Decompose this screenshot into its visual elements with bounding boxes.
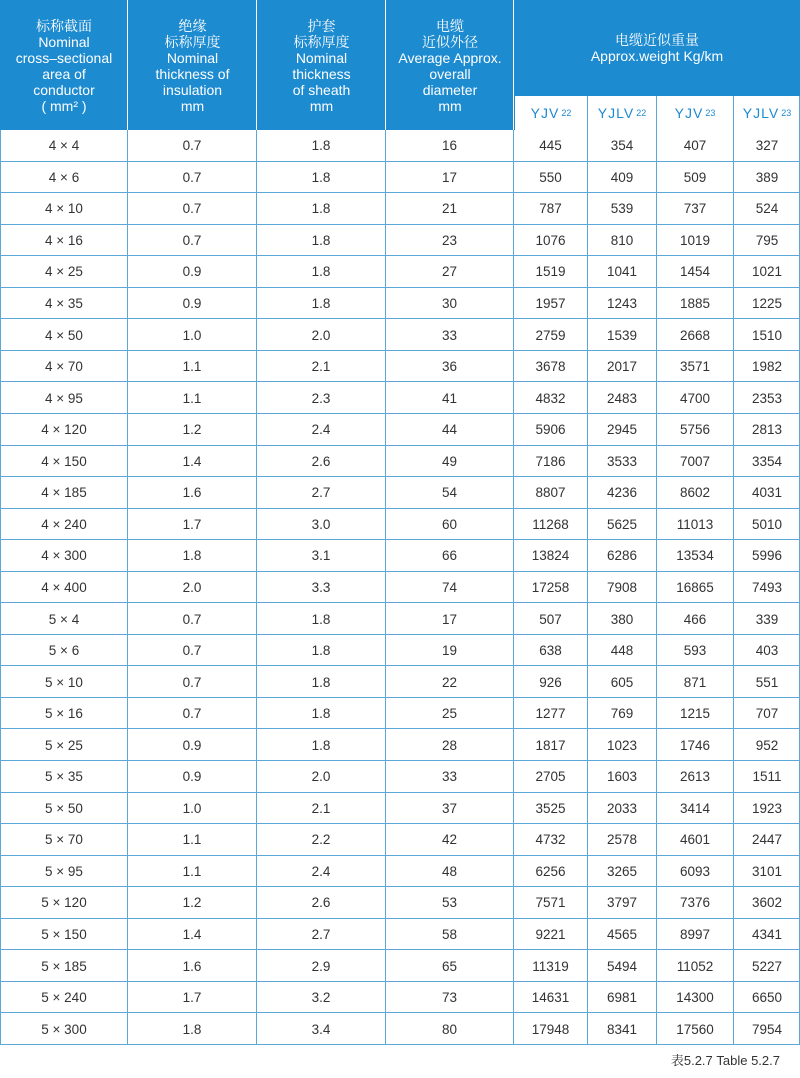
cell-yjlv23: 3602: [751, 895, 783, 911]
table-row: [0, 887, 800, 919]
cell-diameter: 22: [441, 674, 458, 690]
header-line: Nominal: [295, 50, 348, 66]
cell-insulation: 1.4: [182, 927, 202, 943]
header-line: overall: [429, 66, 471, 82]
header-sheath-thickness: [257, 6, 386, 126]
cell-sheath: 1.8: [311, 169, 331, 185]
cell-yjlv22: 1539: [606, 327, 638, 343]
table-row: [0, 446, 800, 478]
cell-yjv22: 13824: [531, 548, 570, 564]
cell-yjlv23: 5010: [751, 516, 783, 532]
cell-area: 4 × 70: [45, 359, 83, 375]
cell-yjlv22: 448: [610, 643, 634, 659]
table-caption: 表5.2.7 Table 5.2.7: [670, 1053, 780, 1068]
table-row: [0, 729, 800, 761]
cell-yjlv23: 2813: [751, 422, 783, 438]
subheader-yjv23: YJV 23: [657, 96, 733, 130]
cell-yjv23: 1746: [679, 737, 711, 753]
cell-yjv22: 550: [539, 169, 562, 185]
cell-yjv23: 8602: [679, 485, 711, 501]
cell-yjv22: 3678: [535, 359, 566, 375]
cell-yjv22: 5906: [535, 422, 566, 438]
cell-yjv23: 4700: [679, 390, 711, 406]
cell-yjv22: 4832: [535, 390, 566, 406]
cell-yjlv23: 524: [755, 201, 779, 217]
cell-yjv23: 14300: [676, 990, 714, 1006]
header-line: cross–sectional: [15, 50, 113, 66]
cell-yjlv22: 409: [610, 169, 634, 185]
table-row: [0, 477, 800, 509]
cell-sheath: 3.3: [311, 579, 331, 595]
cell-yjv22: 8807: [535, 485, 566, 501]
cell-sheath: 2.3: [311, 390, 331, 406]
cell-yjlv23: 3354: [751, 453, 783, 469]
cell-yjv23: 2668: [679, 327, 711, 343]
cell-yjv22: 1957: [535, 296, 566, 312]
cell-area: 5 × 35: [45, 769, 83, 785]
cell-yjv23: 11052: [676, 958, 714, 974]
cell-yjlv22: 1023: [606, 737, 638, 753]
cell-area: 5 × 95: [45, 863, 83, 879]
cell-yjlv23: 1510: [751, 327, 783, 343]
cell-diameter: 80: [441, 1021, 458, 1037]
cell-area: 4 × 300: [41, 548, 87, 564]
cell-diameter: 28: [441, 737, 458, 753]
cell-insulation: 0.9: [182, 769, 202, 785]
cell-yjlv22: 4236: [606, 485, 638, 501]
cell-insulation: 1.2: [182, 895, 202, 911]
cell-area: 4 × 400: [41, 579, 87, 595]
table-row: [0, 793, 800, 825]
table-row: [0, 761, 800, 793]
cell-diameter: 65: [441, 958, 458, 974]
cell-area: 4 × 35: [45, 296, 83, 312]
cell-yjlv22: 2033: [606, 800, 638, 816]
cell-sheath: 1.8: [311, 296, 331, 312]
cell-yjv23: 7007: [679, 453, 711, 469]
cell-diameter: 66: [441, 548, 458, 564]
cell-yjv23: 593: [683, 643, 707, 659]
cell-sheath: 1.8: [311, 737, 331, 753]
cell-area: 4 × 120: [41, 422, 87, 438]
cell-insulation: 1.8: [182, 548, 202, 564]
cell-insulation: 0.9: [182, 737, 202, 753]
cell-diameter: 41: [441, 390, 458, 406]
table-row: [0, 540, 800, 572]
cell-yjv22: 445: [539, 138, 562, 154]
header-insulation-thickness: [128, 6, 257, 126]
header-line: 标称截面: [36, 18, 92, 34]
cell-insulation: 0.7: [182, 643, 202, 659]
cell-yjv22: 1519: [535, 264, 566, 280]
cell-area: 5 × 240: [41, 990, 87, 1006]
cell-diameter: 30: [441, 296, 458, 312]
cell-yjlv23: 327: [755, 138, 779, 154]
cell-sheath: 2.1: [311, 359, 331, 375]
cell-sheath: 2.7: [311, 927, 331, 943]
cell-yjv22: 787: [539, 201, 562, 217]
cell-yjv22: 9221: [535, 927, 566, 943]
cell-yjv23: 2613: [679, 769, 711, 785]
cell-yjv23: 8997: [679, 927, 711, 943]
cell-diameter: 58: [441, 927, 458, 943]
cell-insulation: 1.7: [182, 516, 202, 532]
cell-yjv22: 1277: [535, 706, 566, 722]
cell-diameter: 33: [441, 327, 458, 343]
cell-sheath: 2.7: [311, 485, 331, 501]
cell-yjv22: 17258: [531, 579, 570, 595]
cell-insulation: 0.7: [182, 201, 202, 217]
cell-sheath: 2.0: [311, 769, 331, 785]
cell-yjv22: 11319: [532, 958, 569, 974]
header-line: Nominal: [166, 50, 219, 66]
cell-insulation: 1.0: [182, 800, 202, 816]
cell-insulation: 1.1: [182, 863, 202, 879]
table-row: [0, 509, 800, 541]
cell-sheath: 1.8: [311, 674, 331, 690]
cell-area: 5 × 10: [45, 674, 83, 690]
cell-yjv23: 466: [683, 611, 707, 627]
cell-yjv22: 926: [539, 674, 562, 690]
subheader-yjlv23: YJLV 23: [734, 96, 800, 130]
header-line: 绝缘: [178, 18, 207, 34]
cell-yjlv23: 389: [755, 169, 779, 185]
cell-yjlv22: 2483: [606, 390, 638, 406]
cell-yjlv22: 3797: [606, 895, 638, 911]
cell-yjlv23: 952: [755, 737, 779, 753]
cell-area: 5 × 150: [41, 927, 87, 943]
cell-yjlv23: 403: [755, 643, 779, 659]
cell-yjlv22: 5625: [606, 516, 638, 532]
header-line: 标称厚度: [164, 34, 221, 50]
table-row: [0, 382, 800, 414]
cell-area: 5 × 4: [48, 611, 80, 627]
cell-insulation: 1.6: [182, 958, 202, 974]
cell-insulation: 1.4: [182, 453, 202, 469]
cell-sheath: 1.8: [311, 706, 331, 722]
cell-yjv23: 5756: [679, 422, 711, 438]
cell-area: 4 × 185: [41, 485, 87, 501]
cell-yjlv22: 2578: [606, 832, 638, 848]
cell-diameter: 49: [441, 453, 458, 469]
table-row: [0, 603, 800, 635]
cell-sheath: 3.0: [311, 516, 331, 532]
cell-yjv22: 14631: [531, 990, 570, 1006]
cell-area: 4 × 50: [45, 327, 83, 343]
cell-diameter: 17: [441, 611, 458, 627]
cell-yjv23: 13534: [676, 548, 714, 564]
cell-yjlv23: 1225: [751, 296, 783, 312]
cell-yjv22: 507: [539, 611, 562, 627]
cell-diameter: 16: [441, 138, 458, 154]
cell-diameter: 54: [441, 485, 458, 501]
cell-insulation: 1.1: [182, 832, 202, 848]
cell-area: 4 × 240: [41, 516, 87, 532]
cell-diameter: 23: [441, 232, 458, 248]
cell-yjv23: 16865: [676, 579, 714, 595]
header-line: area of: [42, 66, 86, 82]
cell-yjlv23: 551: [755, 674, 779, 690]
cell-insulation: 1.7: [182, 990, 202, 1006]
table-row: [0, 950, 800, 982]
header-approx-weight: [514, 0, 800, 96]
cell-yjv23: 407: [683, 138, 707, 154]
weight-subtitle: Approx.weight Kg/km: [590, 48, 724, 64]
table-row: [0, 919, 800, 951]
header-line: Nominal: [38, 34, 90, 50]
cell-insulation: 0.7: [182, 674, 202, 690]
cell-yjv22: 7571: [535, 895, 566, 911]
cell-yjv22: 3525: [535, 800, 566, 816]
cell-yjlv23: 5996: [751, 548, 783, 564]
cell-diameter: 53: [441, 895, 458, 911]
cell-yjlv23: 339: [755, 611, 779, 627]
cell-yjlv22: 4565: [606, 927, 638, 943]
header-line: 近似外径: [422, 34, 478, 50]
cell-area: 5 × 185: [41, 958, 87, 974]
cell-insulation: 1.0: [182, 327, 202, 343]
cell-area: 5 × 120: [41, 895, 87, 911]
table-row: [0, 856, 800, 888]
cell-yjlv23: 2447: [751, 832, 783, 848]
cell-sheath: 3.4: [311, 1021, 331, 1037]
cell-yjv22: 1817: [535, 737, 566, 753]
header-nominal-area: [0, 6, 128, 126]
cell-area: 4 × 95: [45, 390, 83, 406]
table-row: [0, 698, 800, 730]
cell-sheath: 1.8: [311, 138, 331, 154]
cell-area: 5 × 300: [41, 1021, 87, 1037]
cell-insulation: 1.1: [182, 390, 202, 406]
cell-sheath: 1.8: [311, 643, 331, 659]
cell-yjlv22: 810: [610, 232, 634, 248]
cell-insulation: 0.7: [182, 232, 202, 248]
cell-area: 5 × 16: [45, 706, 83, 722]
cell-yjlv23: 1021: [751, 264, 783, 280]
cell-insulation: 1.1: [182, 359, 202, 375]
cell-yjlv22: 7908: [606, 579, 638, 595]
cell-sheath: 3.1: [311, 548, 331, 564]
cell-area: 4 × 16: [45, 232, 83, 248]
table-row: [0, 319, 800, 351]
weight-title: 电缆近似重量: [615, 32, 699, 48]
cell-area: 5 × 6: [48, 643, 80, 659]
cell-area: 4 × 25: [45, 264, 83, 280]
cell-yjv22: 7186: [535, 453, 566, 469]
cell-diameter: 74: [441, 579, 458, 595]
cell-insulation: 1.6: [182, 485, 202, 501]
cell-yjv22: 2759: [535, 327, 566, 343]
cell-diameter: 33: [441, 769, 458, 785]
table-row: [0, 572, 800, 604]
cell-yjlv22: 1041: [606, 264, 638, 280]
cell-area: 5 × 70: [45, 832, 83, 848]
cell-yjlv22: 1603: [606, 769, 638, 785]
cell-yjlv23: 1511: [752, 769, 782, 785]
cell-diameter: 60: [441, 516, 458, 532]
cell-yjv23: 4601: [679, 832, 711, 848]
cell-sheath: 2.9: [311, 958, 331, 974]
cell-yjv23: 737: [683, 201, 707, 217]
cell-diameter: 19: [441, 643, 458, 659]
cell-yjv23: 1019: [679, 232, 711, 248]
cell-sheath: 1.8: [311, 611, 331, 627]
cell-yjlv23: 4031: [751, 485, 783, 501]
cell-sheath: 2.0: [311, 327, 331, 343]
cell-yjv23: 1885: [679, 296, 711, 312]
cell-yjlv23: 1923: [751, 800, 783, 816]
header-line: thickness: [292, 66, 351, 82]
cell-yjv23: 7376: [679, 895, 711, 911]
cell-yjv23: 11013: [676, 516, 714, 532]
cell-yjlv22: 8341: [606, 1021, 638, 1037]
cell-insulation: 0.7: [182, 138, 202, 154]
cell-yjlv23: 6650: [751, 990, 783, 1006]
table-row: [0, 1013, 800, 1045]
cell-diameter: 27: [441, 264, 458, 280]
header-line: conductor: [33, 82, 95, 98]
table-row: [0, 824, 800, 856]
cell-diameter: 25: [441, 706, 458, 722]
cell-insulation: 0.9: [182, 264, 202, 280]
cell-yjlv22: 380: [610, 611, 634, 627]
cell-yjlv23: 7493: [751, 579, 783, 595]
cell-yjlv22: 2945: [606, 422, 638, 438]
cell-sheath: 2.6: [311, 453, 331, 469]
cell-yjv23: 1215: [679, 706, 711, 722]
cell-yjlv23: 3101: [751, 863, 783, 879]
cell-diameter: 73: [441, 990, 458, 1006]
subheader-yjv22: YJV 22: [515, 96, 587, 130]
cell-yjv23: 17560: [676, 1021, 714, 1037]
cell-yjlv22: 6286: [606, 548, 638, 564]
cell-area: 5 × 25: [45, 737, 83, 753]
header-line: diameter: [422, 82, 478, 98]
cell-yjv23: 871: [683, 674, 707, 690]
cell-area: 4 × 150: [41, 453, 87, 469]
cell-diameter: 48: [441, 863, 458, 879]
cell-insulation: 2.0: [182, 579, 202, 595]
cell-area: 4 × 6: [48, 169, 80, 185]
cell-yjlv22: 3265: [606, 863, 638, 879]
cell-sheath: 2.6: [311, 895, 331, 911]
cell-yjlv23: 707: [755, 706, 779, 722]
cell-sheath: 1.8: [311, 232, 331, 248]
cell-sheath: 3.2: [311, 990, 331, 1006]
cell-insulation: 1.8: [182, 1021, 202, 1037]
header-line: 标称厚度: [293, 34, 350, 50]
header-line: 电缆: [436, 18, 464, 34]
cell-yjlv22: 769: [610, 706, 634, 722]
cell-yjlv23: 795: [755, 232, 779, 248]
header-line: ( mm² ): [41, 98, 87, 114]
cell-yjv22: 4732: [535, 832, 566, 848]
table-row: [0, 130, 800, 162]
cell-yjlv23: 4341: [751, 927, 783, 943]
table-row: [0, 351, 800, 383]
cell-area: 4 × 10: [45, 201, 83, 217]
table-row: [0, 162, 800, 194]
cell-insulation: 0.9: [182, 296, 202, 312]
cell-yjv22: 1076: [535, 232, 566, 248]
cell-area: 5 × 50: [45, 800, 83, 816]
cell-diameter: 44: [441, 422, 458, 438]
table-row: [0, 666, 800, 698]
cell-yjlv23: 7954: [751, 1021, 783, 1037]
cell-yjv23: 3414: [679, 800, 711, 816]
cell-yjlv23: 1982: [751, 359, 783, 375]
cell-yjv23: 509: [683, 169, 707, 185]
cell-yjv22: 17948: [531, 1021, 570, 1037]
cell-yjv23: 1454: [679, 264, 711, 280]
cell-yjlv22: 354: [610, 138, 634, 154]
cell-diameter: 42: [441, 832, 458, 848]
cell-sheath: 1.8: [311, 264, 331, 280]
cell-sheath: 2.2: [311, 832, 331, 848]
cell-yjlv23: 5227: [751, 958, 783, 974]
cell-sheath: 2.4: [311, 863, 331, 879]
cell-yjlv22: 2017: [606, 359, 638, 375]
cell-sheath: 2.4: [311, 422, 331, 438]
header-line: mm: [309, 98, 334, 114]
cell-yjv22: 2705: [535, 769, 566, 785]
cell-yjlv22: 1243: [606, 296, 638, 312]
table-body: [0, 130, 800, 1045]
header-line: mm: [180, 98, 205, 114]
cell-sheath: 2.1: [311, 800, 331, 816]
header-line: thickness of: [155, 66, 230, 82]
table-row: [0, 193, 800, 225]
table-row: [0, 982, 800, 1014]
cell-area: 4 × 4: [48, 138, 80, 154]
subheader-yjlv22: YJLV 22: [588, 96, 656, 130]
cell-diameter: 21: [441, 201, 458, 217]
cell-yjlv22: 6981: [606, 990, 638, 1006]
cell-yjlv23: 2353: [751, 390, 783, 406]
header-overall-diameter: [386, 6, 514, 126]
cell-yjlv22: 3533: [606, 453, 638, 469]
cell-insulation: 0.7: [182, 611, 202, 627]
header-line: insulation: [162, 82, 223, 98]
table-row: [0, 414, 800, 446]
table-row: [0, 635, 800, 667]
cell-diameter: 37: [441, 800, 458, 816]
table-row: [0, 225, 800, 257]
header-line: mm: [438, 98, 462, 114]
cell-insulation: 1.2: [182, 422, 202, 438]
cell-diameter: 17: [441, 169, 458, 185]
cell-yjlv22: 539: [610, 201, 634, 217]
cell-yjv22: 6256: [535, 863, 566, 879]
cell-insulation: 0.7: [182, 706, 202, 722]
cell-yjlv22: 605: [610, 674, 634, 690]
table-row: [0, 288, 800, 320]
cell-diameter: 36: [441, 359, 458, 375]
cell-yjv22: 11268: [532, 516, 569, 532]
table-row: [0, 256, 800, 288]
header-line: 护套: [307, 18, 336, 34]
header-line: Average Approx.: [398, 50, 502, 66]
cell-yjv23: 3571: [679, 359, 711, 375]
cell-yjv22: 638: [539, 643, 562, 659]
cell-yjlv22: 5494: [606, 958, 638, 974]
cell-insulation: 0.7: [182, 169, 202, 185]
header-line: of sheath: [292, 82, 351, 98]
cell-yjv23: 6093: [679, 863, 711, 879]
cell-sheath: 1.8: [311, 201, 331, 217]
